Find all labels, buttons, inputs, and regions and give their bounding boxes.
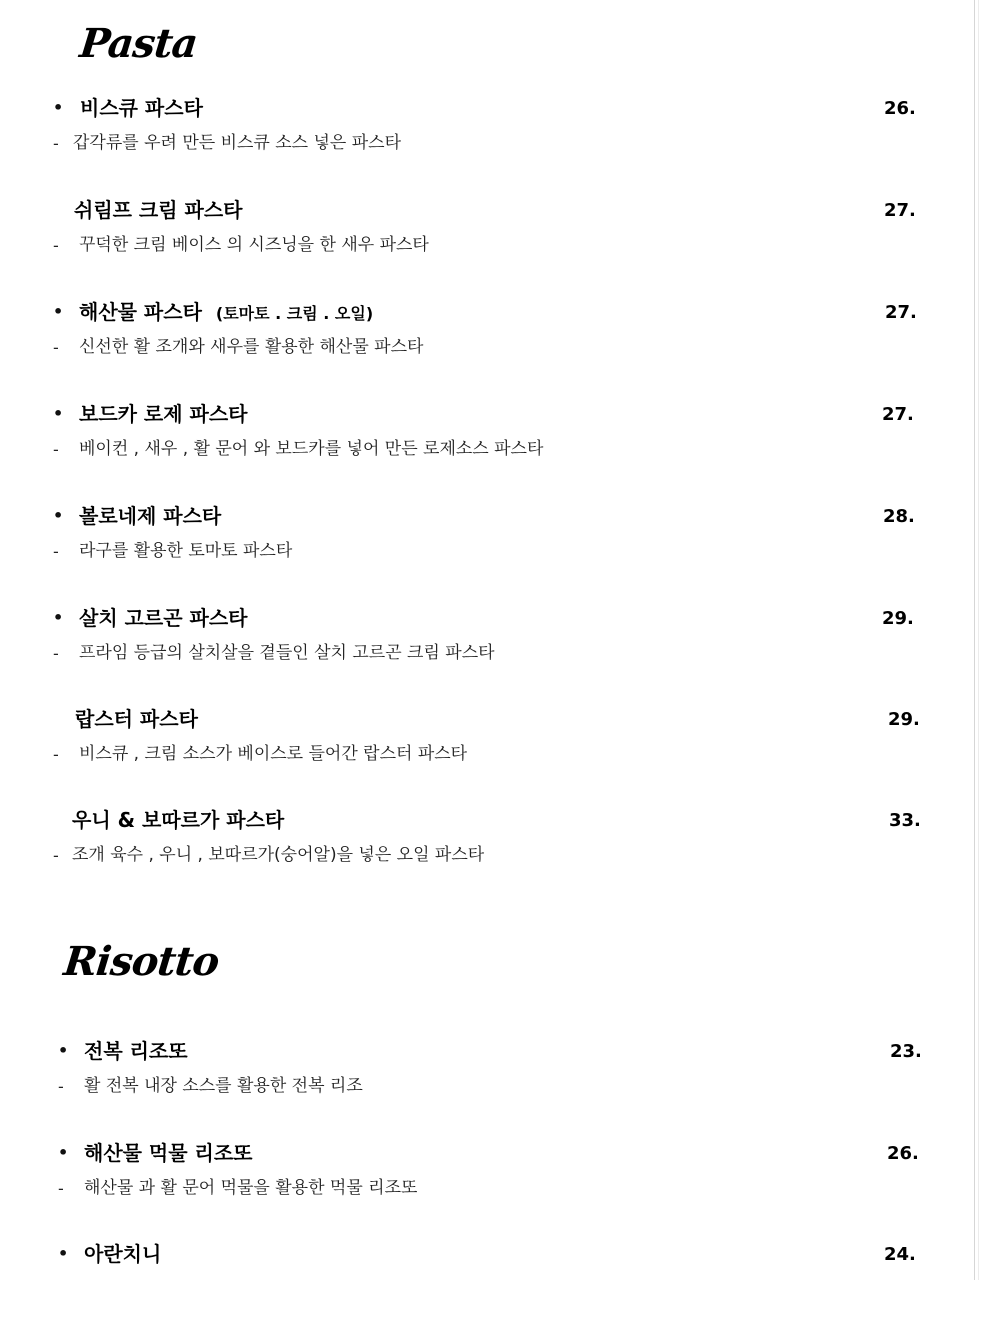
bullet: • [53,98,64,117]
item-description: 라구를 활용한 토마토 파스타 [79,541,293,561]
item-name [74,198,243,222]
bullet: • [53,302,64,321]
item-name-text: 볼로네제 파스타 [79,504,222,528]
item-name-text: 보드카 로제 파스타 [79,402,248,426]
item-price: 23. [890,1041,922,1062]
menu-item [0,1141,981,1221]
menu-item [0,606,981,686]
bullet: • [58,1041,69,1060]
menu-item [0,300,981,380]
menu-item [0,1242,981,1322]
bullet: • [53,404,64,423]
item-name [75,707,198,731]
item-name-text: 해산물 파스타 [79,300,202,324]
item-price: 27. [885,302,917,323]
menu-item [0,1039,981,1119]
item-description: 해산물 과 활 문어 먹물을 활용한 먹물 리조또 [84,1178,418,1198]
description-dash: - [53,338,59,357]
item-name-text: 살치 고르곤 파스타 [79,606,248,630]
description-dash: - [58,1077,64,1096]
item-price: 33. [889,810,921,831]
description-dash: - [53,440,59,459]
item-description: 프라임 등급의 살치살을 곁들인 살치 고르곤 크림 파스타 [79,643,495,663]
item-name [79,300,373,326]
menu-item [0,808,981,888]
description-dash: - [53,745,59,764]
description-dash: - [53,236,59,255]
section-title: Risotto [61,938,221,985]
item-name [84,1242,161,1266]
bullet: • [53,506,64,525]
bullet: • [58,1244,69,1263]
menu-item [0,504,981,584]
item-description: 갑각류를 우려 만든 비스큐 소스 넣은 파스타 [73,133,402,153]
description-dash: - [53,644,59,663]
item-name-text: 아란치니 [84,1242,162,1266]
item-description: 활 전복 내장 소스를 활용한 전복 리조 [84,1076,363,1096]
item-name-text: 비스큐 파스타 [80,96,203,120]
item-name-text: 우니 & 보따르가 파스타 [72,808,285,832]
item-name [79,504,221,528]
item-price: 29. [888,709,920,730]
item-price: 29. [882,608,914,629]
description-dash: - [53,134,59,153]
description-dash: - [58,1179,64,1198]
item-description: 꾸덕한 크림 베이스 의 시즈닝을 한 새우 파스타 [79,235,429,255]
item-description: 신선한 활 조개와 새우를 활용한 해산물 파스타 [79,337,424,357]
item-description: 비스큐 , 크림 소스가 베이스로 들어간 랍스터 파스타 [79,744,468,764]
item-name [72,808,284,832]
item-description: 베이컨 , 새우 , 활 문어 와 보드카를 넣어 만든 로제소스 파스타 [79,439,544,459]
item-price: 27. [884,200,916,221]
menu-item [0,198,981,278]
description-dash: - [53,846,59,865]
item-price: 24. [884,1244,916,1265]
item-name [79,402,248,426]
item-name [79,606,248,630]
description-dash: - [53,542,59,561]
item-name-text: 전복 리조또 [84,1039,188,1063]
item-name [80,96,203,120]
item-name-text: 랍스터 파스타 [75,707,198,731]
item-name [84,1039,188,1063]
item-price: 26. [884,98,916,119]
item-description: 조개 육수 , 우니 , 보따르가(숭어알)을 넣은 오일 파스타 [72,845,485,865]
item-price: 27. [882,404,914,425]
item-name-text: 쉬림프 크림 파스타 [74,198,243,222]
item-options: (토마토 . 크림 . 오일) [215,304,374,323]
bullet: • [53,608,64,627]
bullet: • [58,1143,69,1162]
item-name [84,1141,253,1165]
item-price: 28. [883,506,915,527]
section-title: Pasta [77,20,200,67]
menu-item [0,707,981,787]
item-name-text: 해산물 먹물 리조또 [84,1141,253,1165]
menu-item [0,402,981,482]
menu-item [0,96,981,176]
item-price: 26. [887,1143,919,1164]
